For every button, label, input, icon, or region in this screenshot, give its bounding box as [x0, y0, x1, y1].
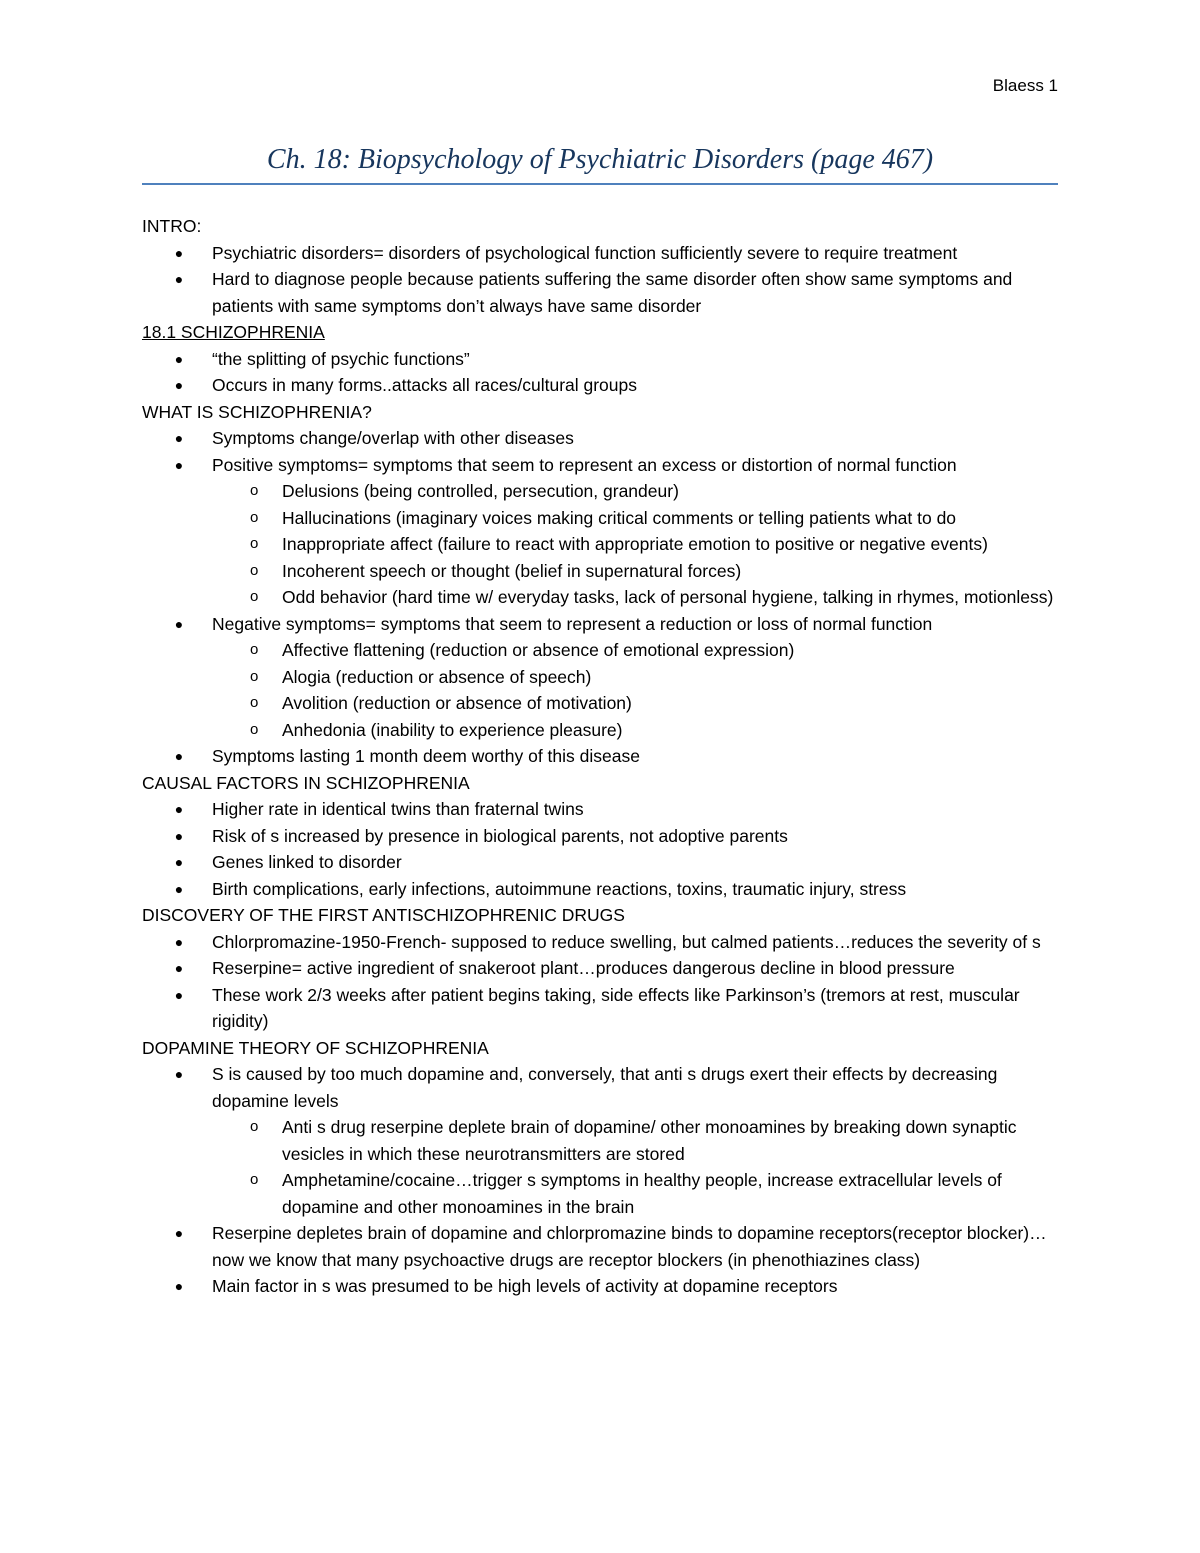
list-item [142, 346, 1062, 373]
bullet-icon: ● [174, 1225, 184, 1241]
bullet-icon: ● [174, 801, 184, 817]
list-item-text: Occurs in many forms..attacks all races/cultural groups [212, 375, 638, 395]
list-item [142, 823, 1062, 850]
sub-list-item-text: Avolition (reduction or absence of motivation) [282, 693, 632, 713]
sub-bullet-icon: o [250, 482, 259, 499]
section-heading-dopamine-theory: DOPAMINE THEORY OF SCHIZOPHRENIA [142, 1037, 489, 1058]
bullet-icon: ● [174, 244, 184, 261]
sub-list-item [212, 1167, 1062, 1220]
sub-bullet-icon: o [250, 1118, 259, 1135]
list-item-text: Hard to diagnose people because patients suffering the same disorder often show same symptoms and patients with same symptoms don’t always have same disorder [212, 269, 1013, 316]
list-item [142, 982, 1062, 1035]
list-item-text: Symptoms change/overlap with other diseases [212, 428, 574, 448]
page-header-author: Blaess 1 [992, 76, 1058, 95]
bullet-icon: ● [174, 986, 184, 1003]
list-item [142, 743, 1062, 770]
list-item-text: These work 2/3 weeks after patient begins taking, side effects like Parkinson’s (tremors at rest, muscular rigidity) [212, 984, 1020, 1031]
list-item [142, 425, 1062, 452]
page-title: Ch. 18: Biopsychology of Psychiatric Disorders (page 467) [266, 144, 934, 175]
list-item [142, 876, 1062, 903]
bullet-icon: ● [174, 350, 184, 367]
sub-list-item [212, 478, 1062, 505]
intro-list [142, 240, 1062, 320]
list-item-text: Negative symptoms= symptoms that seem to represent a reduction or loss of normal function [212, 613, 933, 634]
title-divider [142, 183, 1058, 185]
sub-bullet-icon: o [250, 561, 259, 579]
positive-symptoms-sublist [212, 478, 1062, 611]
list-item [142, 796, 1062, 823]
sub-list-item [212, 558, 1062, 585]
bullet-icon: ● [174, 748, 184, 764]
list-item-negative-symptoms [142, 611, 1062, 744]
list-item-text: Chlorpromazine-1950-French- supposed to reduce swelling, but calmed patients…reduces the severity of s [212, 931, 1041, 952]
bullet-icon: ● [174, 854, 184, 870]
sub-list-item-text: Affective flattening (reduction or absence of emotional expression) [282, 640, 795, 660]
sub-bullet-icon: o [250, 1171, 259, 1188]
sub-list-item [212, 584, 1062, 611]
discovery-list [142, 929, 1062, 1035]
list-item-text: Reserpine depletes brain of dopamine and chlorpromazine binds to dopamine receptors(receptor blocker)…now we know that many psychoactive drugs are receptor blockers (in phenothiazines class) [212, 1223, 1047, 1270]
list-item-text: Risk of s increased by presence in biological parents, not adoptive parents [212, 825, 788, 846]
what-is-list [142, 425, 1062, 770]
causal-factors-list [142, 796, 1062, 902]
sub-list-item [212, 637, 1062, 664]
list-item-text: S is caused by too much dopamine and, conversely, that anti s drugs exert their effects by decreasing dopamine levels [212, 1064, 998, 1111]
section-heading-intro: INTRO: [142, 216, 202, 236]
bullet-icon: ● [174, 827, 184, 844]
section-heading-causal-factors: CAUSAL FACTORS IN SCHIZOPHRENIA [142, 772, 470, 793]
bullet-icon: ● [174, 456, 184, 473]
list-item-text: Reserpine= active ingredient of snakeroot plant…produces dangerous decline in blood pressure [212, 958, 955, 978]
sub-list-item [212, 531, 1062, 558]
sub-bullet-icon: o [250, 694, 259, 711]
list-item-text: Higher rate in identical twins than fraternal twins [212, 799, 584, 819]
sub-list-item-text: Alogia (reduction or absence of speech) [282, 666, 592, 687]
sub-list-item [212, 664, 1062, 691]
list-item [142, 266, 1062, 319]
sub-list-item-text: Delusions (being controlled, persecution, grandeur) [282, 481, 679, 501]
bullet-icon: ● [174, 933, 184, 950]
sub-list-item [212, 505, 1062, 532]
list-item-text: Birth complications, early infections, autoimmune reactions, toxins, traumatic injury, stress [212, 878, 907, 899]
bullet-icon: ● [174, 271, 184, 287]
list-item-text: “the splitting of psychic functions” [212, 348, 470, 369]
bullet-icon: ● [174, 1278, 184, 1294]
list-item-text: Symptoms lasting 1 month deem worthy of this disease [212, 746, 640, 766]
sub-list-item-text: Odd behavior (hard time w/ everyday tasks, lack of personal hygiene, talking in rhymes, motionless) [282, 587, 1054, 607]
sub-list-item-text: Hallucinations (imaginary voices making critical comments or telling patients what to do [282, 507, 957, 528]
list-item [142, 240, 1062, 267]
list-item-text: Psychiatric disorders= disorders of psychological function sufficiently severe to require treatment [212, 242, 958, 263]
sub-bullet-icon: o [250, 588, 259, 605]
list-item-text: Main factor in s was presumed to be high levels of activity at dopamine receptors [212, 1276, 838, 1296]
schizophrenia-list [142, 346, 1062, 399]
list-item-text: Genes linked to disorder [212, 852, 402, 872]
bullet-icon: ● [174, 1066, 184, 1082]
section-heading-schizophrenia: 18.1 SCHIZOPHRENIA [142, 322, 325, 342]
sub-list-item-text: Inappropriate affect (failure to react with appropriate emotion to positive or negative events) [282, 534, 988, 554]
sub-bullet-icon: o [250, 508, 259, 526]
sub-bullet-icon: o [250, 641, 259, 658]
list-item-text: Positive symptoms= symptoms that seem to represent an excess or distortion of normal function [212, 454, 957, 475]
sub-bullet-icon: o [250, 535, 259, 552]
document-body [142, 213, 1062, 1300]
list-item [142, 372, 1062, 399]
dopamine-theory-list [142, 1061, 1062, 1300]
bullet-icon: ● [174, 880, 184, 897]
list-item [142, 955, 1062, 982]
sub-list-item [212, 690, 1062, 717]
list-item [142, 849, 1062, 876]
section-heading-discovery: DISCOVERY OF THE FIRST ANTISCHIZOPHRENIC DRUGS [142, 905, 625, 925]
section-heading-what-is: WHAT IS SCHIZOPHRENIA? [142, 401, 372, 422]
dopamine-theory-sublist [212, 1114, 1062, 1220]
sub-list-item [212, 1114, 1062, 1167]
list-item-positive-symptoms [142, 452, 1062, 611]
sub-list-item-text: Anti s drug reserpine deplete brain of dopamine/ other monoamines by breaking down synaptic vesicles in which these neurotransmitters are stored [282, 1117, 1017, 1164]
sub-list-item-text: Amphetamine/cocaine…trigger s symptoms in healthy people, increase extracellular levels of dopamine and other monoamines in the brain [282, 1170, 1002, 1217]
list-item [142, 1061, 1062, 1220]
bullet-icon: ● [174, 615, 184, 632]
list-item [142, 1220, 1062, 1273]
sub-list-item-text: Incoherent speech or thought (belief in supernatural forces) [282, 560, 742, 581]
list-item [142, 1273, 1062, 1300]
sub-bullet-icon: o [250, 667, 259, 685]
sub-list-item [212, 717, 1062, 744]
list-item [142, 929, 1062, 956]
sub-list-item-text: Anhedonia (inability to experience pleasure) [282, 719, 623, 740]
bullet-icon: ● [174, 430, 184, 446]
negative-symptoms-sublist [212, 637, 1062, 743]
sub-bullet-icon: o [250, 720, 259, 738]
bullet-icon: ● [174, 377, 184, 393]
bullet-icon: ● [174, 960, 184, 976]
